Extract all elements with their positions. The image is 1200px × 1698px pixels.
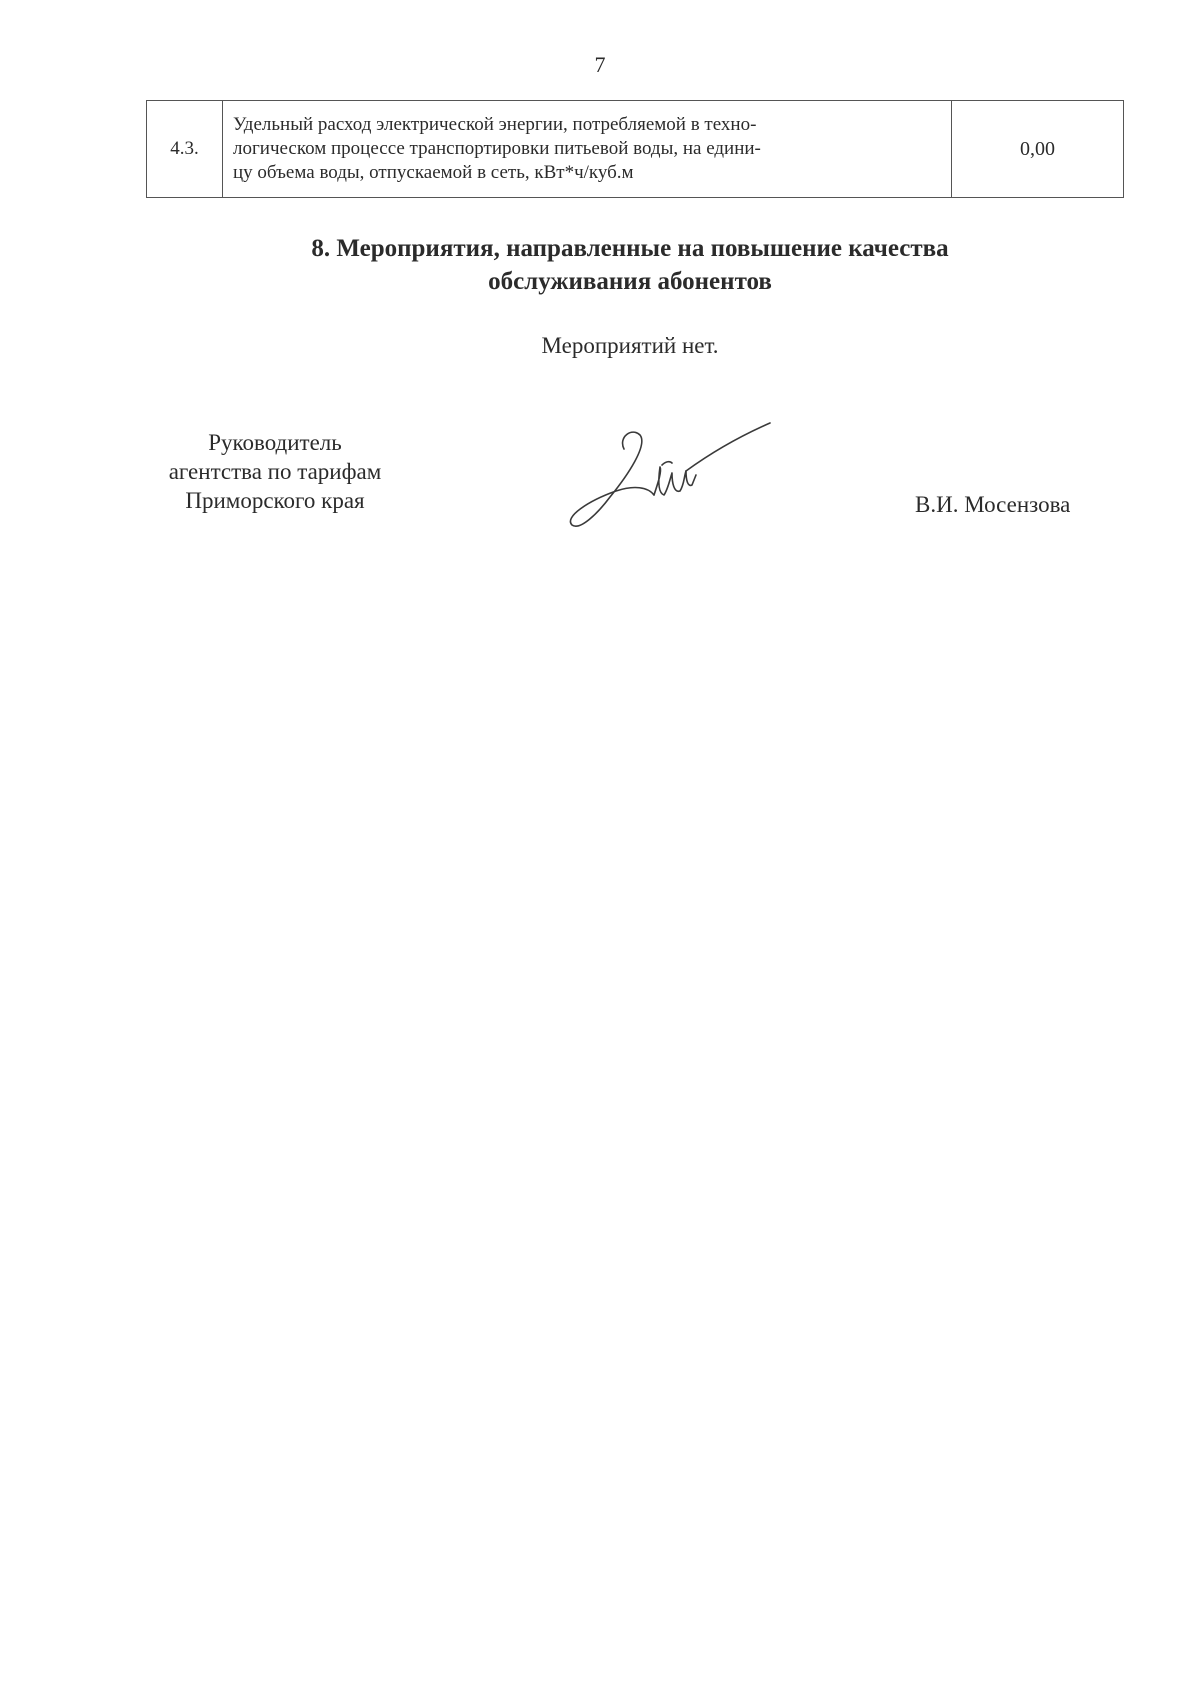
signer-position-line: Руководитель — [208, 430, 342, 455]
signer-name: В.И. Мосензова — [915, 492, 1071, 517]
description-line: Удельный расход электрической энергии, потребляемой в техно- — [233, 114, 757, 135]
signer-position — [115, 428, 435, 515]
section-heading-line: 8. Мероприятия, направленные на повышение качества — [311, 235, 949, 262]
description-line: логическом процессе транспортировки питьевой воды, на едини- — [233, 138, 761, 159]
row-number-cell: 4.3. — [147, 101, 223, 198]
section-heading-line: обслуживания абонентов — [488, 268, 772, 295]
row-description-cell — [223, 101, 952, 198]
section-heading — [140, 232, 1120, 298]
page-number: 7 — [594, 52, 606, 77]
indicators-table — [146, 100, 1124, 198]
signer-position-line: агентства по тарифам — [168, 459, 382, 484]
handwritten-signature — [558, 415, 778, 545]
description-line: цу объема воды, отпускаемой в сеть, кВт*ч/куб.м — [233, 162, 634, 183]
section-body-text: Мероприятий нет. — [541, 333, 719, 358]
table-row — [147, 101, 1124, 198]
signer-position-line: Приморского края — [185, 488, 365, 513]
row-value-cell: 0,00 — [952, 101, 1124, 198]
